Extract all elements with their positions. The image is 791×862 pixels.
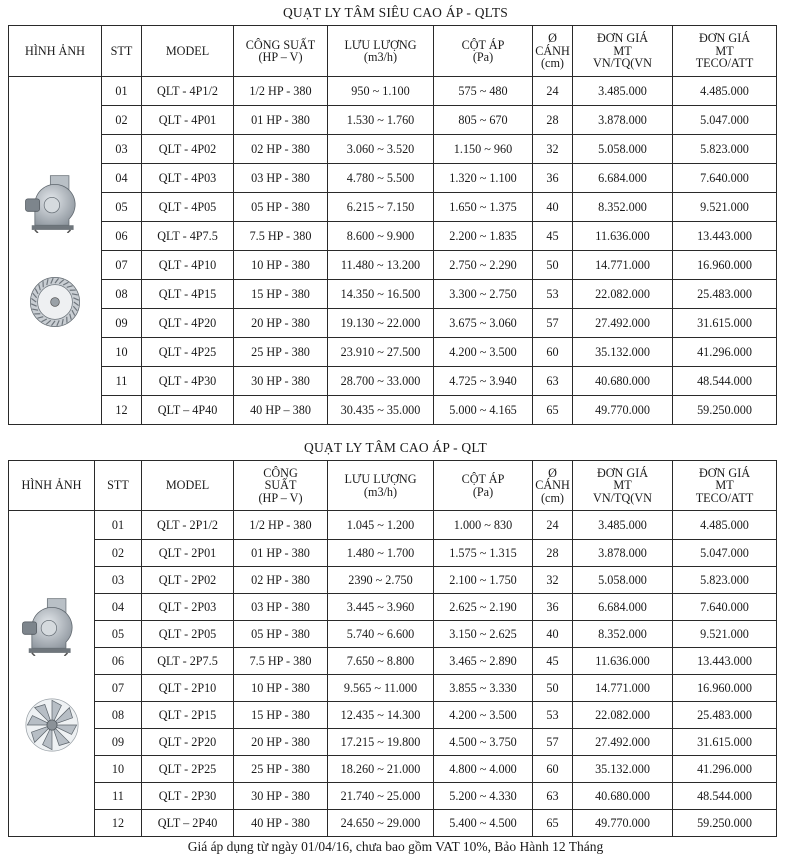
cell-price-vn-tq: 49.770.000	[573, 396, 673, 425]
cell-model: QLT - 4P15	[142, 280, 234, 309]
cell-stt: 11	[95, 783, 142, 810]
cell-pressure: 5.200 ~ 4.330	[434, 783, 533, 810]
cell-stt: 09	[95, 729, 142, 756]
cell-blade-diameter: 57	[533, 309, 573, 338]
cell-power: 05 HP - 380	[234, 193, 328, 222]
header-line: (HP – V)	[258, 490, 303, 505]
cell-price-vn-tq: 3.485.000	[573, 77, 673, 106]
cell-blade-diameter: 63	[533, 367, 573, 396]
cell-pressure: 4.500 ~ 3.750	[434, 729, 533, 756]
cell-price-vn-tq: 27.492.000	[573, 309, 673, 338]
cell-model: QLT - 4P02	[142, 135, 234, 164]
cell-model: QLT - 4P20	[142, 309, 234, 338]
table-row	[9, 621, 777, 648]
cell-price-vn-tq: 6.684.000	[573, 594, 673, 621]
cell-price-teco-att: 5.047.000	[673, 540, 777, 567]
cell-price-vn-tq: 11.636.000	[573, 648, 673, 675]
cell-model: QLT - 2P03	[142, 594, 234, 621]
blower-fan-icon	[9, 171, 101, 233]
header-image	[9, 461, 95, 511]
cell-price-vn-tq: 22.082.000	[573, 280, 673, 309]
table-row	[9, 540, 777, 567]
cell-blade-diameter: 40	[533, 193, 573, 222]
cell-airflow: 19.130 ~ 22.000	[328, 309, 434, 338]
cell-blade-diameter: 36	[533, 594, 573, 621]
cell-airflow: 1.045 ~ 1.200	[328, 511, 434, 540]
cell-price-teco-att: 5.823.000	[673, 135, 777, 164]
header-price-teco-att	[673, 461, 777, 511]
cell-airflow: 8.600 ~ 9.900	[328, 222, 434, 251]
cell-price-teco-att: 48.544.000	[673, 367, 777, 396]
cell-model: QLT - 4P05	[142, 193, 234, 222]
cell-model: QLT - 4P25	[142, 338, 234, 367]
header-line: HÌNH ẢNH	[21, 478, 82, 493]
cell-stt: 04	[95, 594, 142, 621]
header-line: MODEL	[165, 478, 210, 493]
header-line: LƯU LƯỢNG	[344, 37, 417, 52]
cell-airflow: 1.480 ~ 1.700	[328, 540, 434, 567]
cell-airflow: 6.215 ~ 7.150	[328, 193, 434, 222]
cell-stt: 05	[102, 193, 142, 222]
cell-stt: 04	[102, 164, 142, 193]
squirrel-cage-impeller-icon	[9, 273, 101, 331]
cell-price-teco-att: 13.443.000	[673, 222, 777, 251]
price-note: Giá áp dụng từ ngày 01/04/16, chưa bao gồm VAT 10%, Bảo Hành 12 Tháng	[187, 839, 604, 854]
table-row	[9, 567, 777, 594]
cell-blade-diameter: 60	[533, 756, 573, 783]
cell-power: 03 HP - 380	[234, 164, 328, 193]
header-line: (cm)	[540, 56, 564, 71]
cell-model: QLT - 2P1/2	[142, 511, 234, 540]
cell-pressure: 2.200 ~ 1.835	[434, 222, 533, 251]
cell-blade-diameter: 24	[533, 77, 573, 106]
header-line: MT	[715, 478, 734, 493]
cell-blade-diameter: 53	[533, 702, 573, 729]
cell-price-vn-tq: 35.132.000	[573, 338, 673, 367]
cell-model: QLT - 2P01	[142, 540, 234, 567]
header-line: ĐƠN GIÁ	[596, 31, 649, 46]
table-row	[9, 702, 777, 729]
cell-blade-diameter: 28	[533, 106, 573, 135]
cell-stt: 11	[102, 367, 142, 396]
cell-power: 1/2 HP - 380	[234, 511, 328, 540]
table-row	[9, 106, 777, 135]
cell-power: 10 HP - 380	[234, 251, 328, 280]
header-model	[142, 26, 234, 77]
header-line: CÁNH	[535, 478, 570, 493]
cell-blade-diameter: 40	[533, 621, 573, 648]
cell-price-vn-tq: 6.684.000	[573, 164, 673, 193]
table-row	[9, 222, 777, 251]
header-line: MT	[613, 478, 632, 493]
cell-price-teco-att: 41.296.000	[673, 338, 777, 367]
cell-airflow: 30.435 ~ 35.000	[328, 396, 434, 425]
cell-price-teco-att: 25.483.000	[673, 280, 777, 309]
cell-power: 01 HP - 380	[234, 106, 328, 135]
radial-impeller-icon	[9, 696, 94, 754]
header-stt	[95, 461, 142, 511]
price-table-qlt	[8, 460, 777, 837]
header-line: (m3/h)	[363, 50, 398, 64]
header-power	[234, 26, 328, 77]
cell-model: QLT - 2P25	[142, 756, 234, 783]
header-line: LƯU LƯỢNG	[344, 472, 417, 486]
cell-stt: 03	[95, 567, 142, 594]
cell-model: QLT - 2P02	[142, 567, 234, 594]
header-line: ĐƠN GIÁ	[698, 465, 751, 480]
cell-price-teco-att: 41.296.000	[673, 756, 777, 783]
cell-price-teco-att: 7.640.000	[673, 164, 777, 193]
cell-airflow: 17.215 ~ 19.800	[328, 729, 434, 756]
cell-airflow: 950 ~ 1.100	[328, 77, 434, 106]
cell-power: 10 HP - 380	[234, 675, 328, 702]
header-price-vn-tq	[573, 461, 673, 511]
cell-stt: 05	[95, 621, 142, 648]
header-line: CÔNG	[263, 465, 298, 480]
table-row	[9, 338, 777, 367]
header-price-teco-att	[673, 26, 777, 77]
header-line: CỘT ÁP	[461, 37, 505, 52]
cell-stt: 01	[95, 511, 142, 540]
table-row	[9, 280, 777, 309]
cell-stt: 02	[95, 540, 142, 567]
cell-price-vn-tq: 8.352.000	[573, 621, 673, 648]
cell-power: 15 HP - 380	[234, 280, 328, 309]
cell-stt: 06	[95, 648, 142, 675]
header-airflow	[328, 26, 434, 77]
header-line: (cm)	[540, 490, 564, 505]
product-image-cell	[9, 511, 95, 837]
cell-price-teco-att: 9.521.000	[673, 621, 777, 648]
table-row	[9, 594, 777, 621]
header-power	[234, 461, 328, 511]
cell-price-teco-att: 5.823.000	[673, 567, 777, 594]
cell-airflow: 7.650 ~ 8.800	[328, 648, 434, 675]
cell-model: QLT – 2P40	[142, 810, 234, 837]
cell-airflow: 5.740 ~ 6.600	[328, 621, 434, 648]
table-row	[9, 309, 777, 338]
cell-price-vn-tq: 8.352.000	[573, 193, 673, 222]
cell-price-vn-tq: 3.485.000	[573, 511, 673, 540]
header-line: Ø	[548, 31, 557, 46]
header-line: STT	[107, 478, 129, 493]
cell-price-vn-tq: 3.878.000	[573, 106, 673, 135]
cell-airflow: 28.700 ~ 33.000	[328, 367, 434, 396]
cell-stt: 09	[102, 309, 142, 338]
table-row	[9, 756, 777, 783]
table-row	[9, 193, 777, 222]
cell-airflow: 2390 ~ 2.750	[328, 567, 434, 594]
header-line: (HP – V)	[258, 50, 303, 64]
cell-pressure: 4.800 ~ 4.000	[434, 756, 533, 783]
cell-stt: 06	[102, 222, 142, 251]
cell-blade-diameter: 57	[533, 729, 573, 756]
cell-pressure: 4.200 ~ 3.500	[434, 338, 533, 367]
table-row	[9, 367, 777, 396]
cell-model: QLT - 2P10	[142, 675, 234, 702]
cell-price-vn-tq: 27.492.000	[573, 729, 673, 756]
cell-pressure: 1.150 ~ 960	[434, 135, 533, 164]
cell-model: QLT - 2P7.5	[142, 648, 234, 675]
cell-model: QLT - 4P1/2	[142, 77, 234, 106]
cell-pressure: 1.575 ~ 1.315	[434, 540, 533, 567]
header-line: ĐƠN GIÁ	[698, 31, 751, 46]
cell-power: 1/2 HP - 380	[234, 77, 328, 106]
cell-pressure: 2.750 ~ 2.290	[434, 251, 533, 280]
cell-price-vn-tq: 3.878.000	[573, 540, 673, 567]
cell-price-vn-tq: 11.636.000	[573, 222, 673, 251]
cell-blade-diameter: 65	[533, 810, 573, 837]
cell-pressure: 2.625 ~ 2.190	[434, 594, 533, 621]
header-price-vn-tq	[573, 26, 673, 77]
cell-price-vn-tq: 40.680.000	[573, 367, 673, 396]
table-row	[9, 511, 777, 540]
cell-airflow: 11.480 ~ 13.200	[328, 251, 434, 280]
cell-blade-diameter: 36	[533, 164, 573, 193]
cell-model: QLT - 2P20	[142, 729, 234, 756]
table-row	[9, 675, 777, 702]
cell-pressure: 1.000 ~ 830	[434, 511, 533, 540]
cell-price-teco-att: 9.521.000	[673, 193, 777, 222]
cell-blade-diameter: 28	[533, 540, 573, 567]
cell-model: QLT – 4P40	[142, 396, 234, 425]
cell-power: 40 HP - 380	[234, 810, 328, 837]
cell-power: 7.5 HP - 380	[234, 648, 328, 675]
cell-price-vn-tq: 5.058.000	[573, 135, 673, 164]
header-line: MODEL	[165, 43, 210, 58]
cell-pressure: 575 ~ 480	[434, 77, 533, 106]
cell-pressure: 3.150 ~ 2.625	[434, 621, 533, 648]
header-airflow	[328, 461, 434, 511]
header-blade-diameter	[533, 461, 573, 511]
cell-power: 7.5 HP - 380	[234, 222, 328, 251]
cell-blade-diameter: 53	[533, 280, 573, 309]
cell-stt: 07	[95, 675, 142, 702]
cell-price-teco-att: 5.047.000	[673, 106, 777, 135]
cell-pressure: 1.650 ~ 1.375	[434, 193, 533, 222]
table-row	[9, 396, 777, 425]
table-row	[9, 783, 777, 810]
cell-stt: 07	[102, 251, 142, 280]
cell-airflow: 14.350 ~ 16.500	[328, 280, 434, 309]
cell-airflow: 21.740 ~ 25.000	[328, 783, 434, 810]
table-row	[9, 164, 777, 193]
cell-stt: 10	[95, 756, 142, 783]
cell-blade-diameter: 60	[533, 338, 573, 367]
cell-model: QLT - 4P03	[142, 164, 234, 193]
header-line: ĐƠN GIÁ	[596, 465, 649, 480]
cell-stt: 01	[102, 77, 142, 106]
header-stt	[102, 26, 142, 77]
table-row	[9, 251, 777, 280]
cell-power: 01 HP - 380	[234, 540, 328, 567]
cell-price-teco-att: 16.960.000	[673, 675, 777, 702]
table-row	[9, 810, 777, 837]
cell-power: 15 HP - 380	[234, 702, 328, 729]
cell-pressure: 4.725 ~ 3.940	[434, 367, 533, 396]
cell-airflow: 1.530 ~ 1.760	[328, 106, 434, 135]
cell-price-vn-tq: 35.132.000	[573, 756, 673, 783]
header-line: SUẤT	[264, 478, 297, 493]
header-line: STT	[110, 43, 133, 58]
cell-stt: 02	[102, 106, 142, 135]
cell-pressure: 5.000 ~ 4.165	[434, 396, 533, 425]
cell-blade-diameter: 50	[533, 675, 573, 702]
header-blade-diameter	[533, 26, 573, 77]
table-row	[9, 135, 777, 164]
header-line: CỘT ÁP	[461, 472, 505, 486]
cell-model: QLT - 2P05	[142, 621, 234, 648]
header-line: (m3/h)	[363, 484, 398, 499]
cell-price-vn-tq: 40.680.000	[573, 783, 673, 810]
cell-pressure: 3.465 ~ 2.890	[434, 648, 533, 675]
cell-pressure: 3.675 ~ 3.060	[434, 309, 533, 338]
header-line: MT	[715, 43, 734, 58]
cell-stt: 12	[95, 810, 142, 837]
table2-title: QUẠT LY TÂM CAO ÁP - QLT	[304, 440, 487, 455]
cell-pressure: 5.400 ~ 4.500	[434, 810, 533, 837]
price-table-qlts	[8, 25, 777, 425]
cell-model: QLT - 4P30	[142, 367, 234, 396]
cell-price-teco-att: 31.615.000	[673, 309, 777, 338]
cell-airflow: 3.060 ~ 3.520	[328, 135, 434, 164]
cell-power: 20 HP - 380	[234, 309, 328, 338]
header-line: CÔNG SUẤT	[245, 37, 316, 52]
cell-power: 25 HP - 380	[234, 338, 328, 367]
header-line: (Pa)	[472, 50, 494, 64]
cell-price-vn-tq: 22.082.000	[573, 702, 673, 729]
cell-pressure: 3.300 ~ 2.750	[434, 280, 533, 309]
cell-stt: 03	[102, 135, 142, 164]
cell-pressure: 3.855 ~ 3.330	[434, 675, 533, 702]
header-line: Ø	[548, 465, 557, 480]
header-line: (Pa)	[472, 484, 494, 499]
cell-model: QLT - 2P15	[142, 702, 234, 729]
cell-stt: 08	[95, 702, 142, 729]
cell-price-vn-tq: 5.058.000	[573, 567, 673, 594]
cell-airflow: 3.445 ~ 3.960	[328, 594, 434, 621]
header-pressure	[434, 461, 533, 511]
header-line: VN/TQ(VN	[593, 56, 652, 71]
cell-power: 02 HP - 380	[234, 135, 328, 164]
cell-stt: 08	[102, 280, 142, 309]
cell-blade-diameter: 50	[533, 251, 573, 280]
cell-airflow: 24.650 ~ 29.000	[328, 810, 434, 837]
cell-model: QLT - 4P01	[142, 106, 234, 135]
cell-airflow: 12.435 ~ 14.300	[328, 702, 434, 729]
header-model	[142, 461, 234, 511]
header-line: VN/TQ(VN	[593, 490, 652, 505]
table-row	[9, 77, 777, 106]
cell-power: 05 HP - 380	[234, 621, 328, 648]
cell-price-teco-att: 59.250.000	[673, 810, 777, 837]
cell-price-teco-att: 48.544.000	[673, 783, 777, 810]
cell-blade-diameter: 24	[533, 511, 573, 540]
cell-power: 30 HP - 380	[234, 783, 328, 810]
cell-model: QLT - 4P7.5	[142, 222, 234, 251]
header-image	[9, 26, 102, 77]
product-image-cell	[9, 77, 102, 425]
cell-pressure: 1.320 ~ 1.100	[434, 164, 533, 193]
blower-fan-icon	[9, 594, 94, 656]
cell-airflow: 4.780 ~ 5.500	[328, 164, 434, 193]
cell-blade-diameter: 32	[533, 567, 573, 594]
header-pressure	[434, 26, 533, 77]
header-line: TECO/ATT	[695, 490, 754, 505]
cell-blade-diameter: 32	[533, 135, 573, 164]
cell-price-vn-tq: 14.771.000	[573, 675, 673, 702]
cell-price-teco-att: 31.615.000	[673, 729, 777, 756]
cell-model: QLT - 2P30	[142, 783, 234, 810]
cell-pressure: 2.100 ~ 1.750	[434, 567, 533, 594]
cell-airflow: 9.565 ~ 11.000	[328, 675, 434, 702]
cell-price-teco-att: 7.640.000	[673, 594, 777, 621]
table1-title: QUẠT LY TÂM SIÊU CAO ÁP - QLTS	[282, 5, 509, 20]
cell-power: 25 HP - 380	[234, 756, 328, 783]
cell-power: 02 HP - 380	[234, 567, 328, 594]
cell-price-teco-att: 4.485.000	[673, 511, 777, 540]
cell-blade-diameter: 65	[533, 396, 573, 425]
cell-stt: 12	[102, 396, 142, 425]
cell-airflow: 18.260 ~ 21.000	[328, 756, 434, 783]
cell-power: 30 HP - 380	[234, 367, 328, 396]
cell-price-teco-att: 13.443.000	[673, 648, 777, 675]
cell-power: 20 HP - 380	[234, 729, 328, 756]
cell-price-vn-tq: 49.770.000	[573, 810, 673, 837]
header-line: CÁNH	[535, 43, 570, 58]
header-line: TECO/ATT	[695, 56, 754, 71]
cell-pressure: 4.200 ~ 3.500	[434, 702, 533, 729]
header-line: MT	[613, 43, 632, 58]
table-row	[9, 648, 777, 675]
cell-power: 40 HP – 380	[234, 396, 328, 425]
cell-pressure: 805 ~ 670	[434, 106, 533, 135]
cell-stt: 10	[102, 338, 142, 367]
cell-model: QLT - 4P10	[142, 251, 234, 280]
cell-price-teco-att: 25.483.000	[673, 702, 777, 729]
cell-airflow: 23.910 ~ 27.500	[328, 338, 434, 367]
cell-blade-diameter: 63	[533, 783, 573, 810]
cell-blade-diameter: 45	[533, 222, 573, 251]
cell-price-vn-tq: 14.771.000	[573, 251, 673, 280]
cell-power: 03 HP - 380	[234, 594, 328, 621]
header-line: HÌNH ẢNH	[25, 43, 85, 58]
table-row	[9, 729, 777, 756]
cell-price-teco-att: 4.485.000	[673, 77, 777, 106]
cell-price-teco-att: 16.960.000	[673, 251, 777, 280]
cell-price-teco-att: 59.250.000	[673, 396, 777, 425]
cell-blade-diameter: 45	[533, 648, 573, 675]
